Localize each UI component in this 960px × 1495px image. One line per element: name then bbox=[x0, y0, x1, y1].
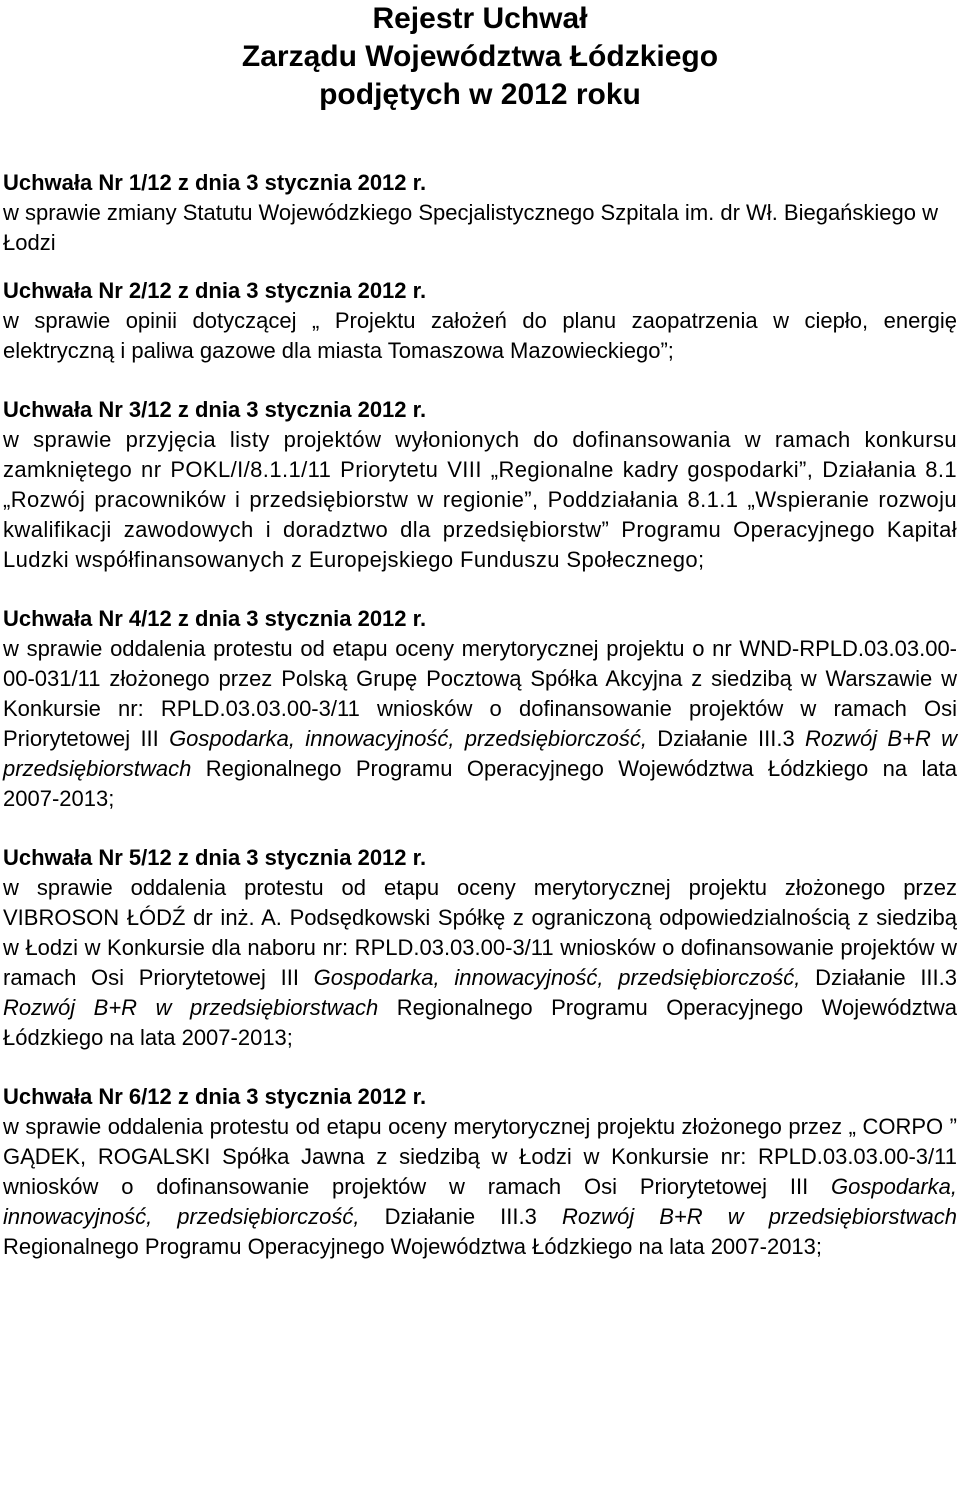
resolution-entry-1 bbox=[3, 168, 957, 258]
resolution-heading: Uchwała Nr 5/12 z dnia 3 stycznia 2012 r. bbox=[3, 845, 427, 870]
resolution-subject: w sprawie przyjęcia listy projektów wyłonionych do dofinansowania w ramach konkursu zamkniętego nr POKL/I/8.1.1/11 Priorytetu VIII „Regionalne kadry gospodarki”, Działania 8.1 „Rozwój pracowników i przedsiębiorstw w regionie”, Poddziałania 8.1.1 „Wspieranie rozwoju kwalifikacji zawodowych i doradztwo dla przedsiębiorstw” Programu Operacyjnego Kapitał Ludzki współfinansowanych z Europejskiego Funduszu Społecznego; bbox=[3, 427, 957, 572]
document-title bbox=[3, 0, 957, 114]
resolution-heading: Uchwała Nr 6/12 z dnia 3 stycznia 2012 r. bbox=[3, 1084, 427, 1109]
resolution-subject bbox=[3, 873, 957, 1053]
resolution-subject bbox=[3, 634, 957, 814]
subject-italic-text: Rozwój B+R w przedsiębiorstwach bbox=[561, 1204, 958, 1229]
subject-text: Działanie III.3 bbox=[800, 965, 958, 990]
subject-text: Działanie III.3 bbox=[646, 726, 805, 751]
subject-text: Działanie III.3 bbox=[359, 1204, 562, 1229]
subject-text: Regionalnego Programu Operacyjnego Województwa Łódzkiego na lata 2007-2013; bbox=[3, 756, 957, 811]
resolution-subject bbox=[3, 1112, 957, 1262]
resolution-entry-2 bbox=[3, 276, 957, 366]
subject-text: w sprawie oddalenia protestu od etapu oceny merytorycznej projektu złożonego przez „ CORPO ” GĄDEK, ROGALSKI Spółka Jawna z siedzibą w Łodzi w Konkursie nr: RPLD.03.03.00-3/11 wniosków o dofinansowanie projektów w ramach Osi Priorytetowej III bbox=[3, 1114, 957, 1199]
subject-text: w sprawie oddalenia protestu od etapu oceny merytorycznej projektu o nr WND-RPLD.03.03.00-00-031/11 złożonego przez Polską Grupę Pocztową Spółka Akcyjna z siedzibą w Warszawie w Konkursie nr: RPLD.03.03.00-3/11 wniosków o dofinansowanie projektów w ramach Osi Priorytetowej III bbox=[3, 636, 957, 751]
resolution-entry-5 bbox=[3, 843, 957, 1053]
subject-text: w sprawie oddalenia protestu od etapu oceny merytorycznej projektu złożonego przez VIBROSON ŁÓDŹ dr inż. A. Podsędkowski Spółkę z ograniczoną odpowiedzialnością z siedzibą w Łodzi w Konkursie dla naboru nr: RPLD.03.03.00-3/11 wniosków o dofinansowanie projektów w ramach Osi Priorytetowej III bbox=[3, 875, 957, 990]
resolution-entry-6 bbox=[3, 1082, 957, 1262]
resolution-entry-4 bbox=[3, 604, 957, 814]
subject-italic-text: Rozwój B+R w przedsiębiorstwach bbox=[3, 726, 957, 781]
subject-italic-text: Gospodarka, innowacyjność, przedsiębiorczość, bbox=[313, 965, 801, 990]
resolution-list bbox=[3, 168, 957, 1262]
title-line-1: Rejestr Uchwał bbox=[372, 2, 588, 35]
resolution-subject: w sprawie opinii dotyczącej „ Projektu założeń do planu zaopatrzenia w ciepło, energię elektryczną i paliwa gazowe dla miasta Tomaszowa Mazowieckiego”; bbox=[3, 308, 957, 363]
subject-italic-text: Gospodarka, innowacyjność, przedsiębiorczość, bbox=[3, 1174, 957, 1229]
title-line-3: podjętych w 2012 roku bbox=[319, 78, 641, 111]
resolution-heading: Uchwała Nr 2/12 z dnia 3 stycznia 2012 r. bbox=[3, 278, 427, 303]
title-line-2: Zarządu Województwa Łódzkiego bbox=[241, 40, 719, 73]
subject-text: Regionalnego Programu Operacyjnego Województwa Łódzkiego na lata 2007-2013; bbox=[3, 1234, 823, 1259]
resolution-heading: Uchwała Nr 3/12 z dnia 3 stycznia 2012 r. bbox=[3, 397, 427, 422]
subject-italic-text: Rozwój B+R w przedsiębiorstwach bbox=[3, 995, 379, 1020]
resolution-heading: Uchwała Nr 1/12 z dnia 3 stycznia 2012 r. bbox=[3, 170, 427, 195]
resolution-subject: w sprawie zmiany Statutu Wojewódzkiego Specjalistycznego Szpitala im. dr Wł. Biegańskiego w Łodzi bbox=[3, 200, 939, 255]
subject-text: Regionalnego Programu Operacyjnego Województwa Łódzkiego na lata 2007-2013; bbox=[3, 995, 957, 1050]
subject-italic-text: Gospodarka, innowacyjność, przedsiębiorczość, bbox=[169, 726, 647, 751]
resolution-heading: Uchwała Nr 4/12 z dnia 3 stycznia 2012 r. bbox=[3, 606, 427, 631]
resolution-entry-3 bbox=[3, 395, 957, 575]
